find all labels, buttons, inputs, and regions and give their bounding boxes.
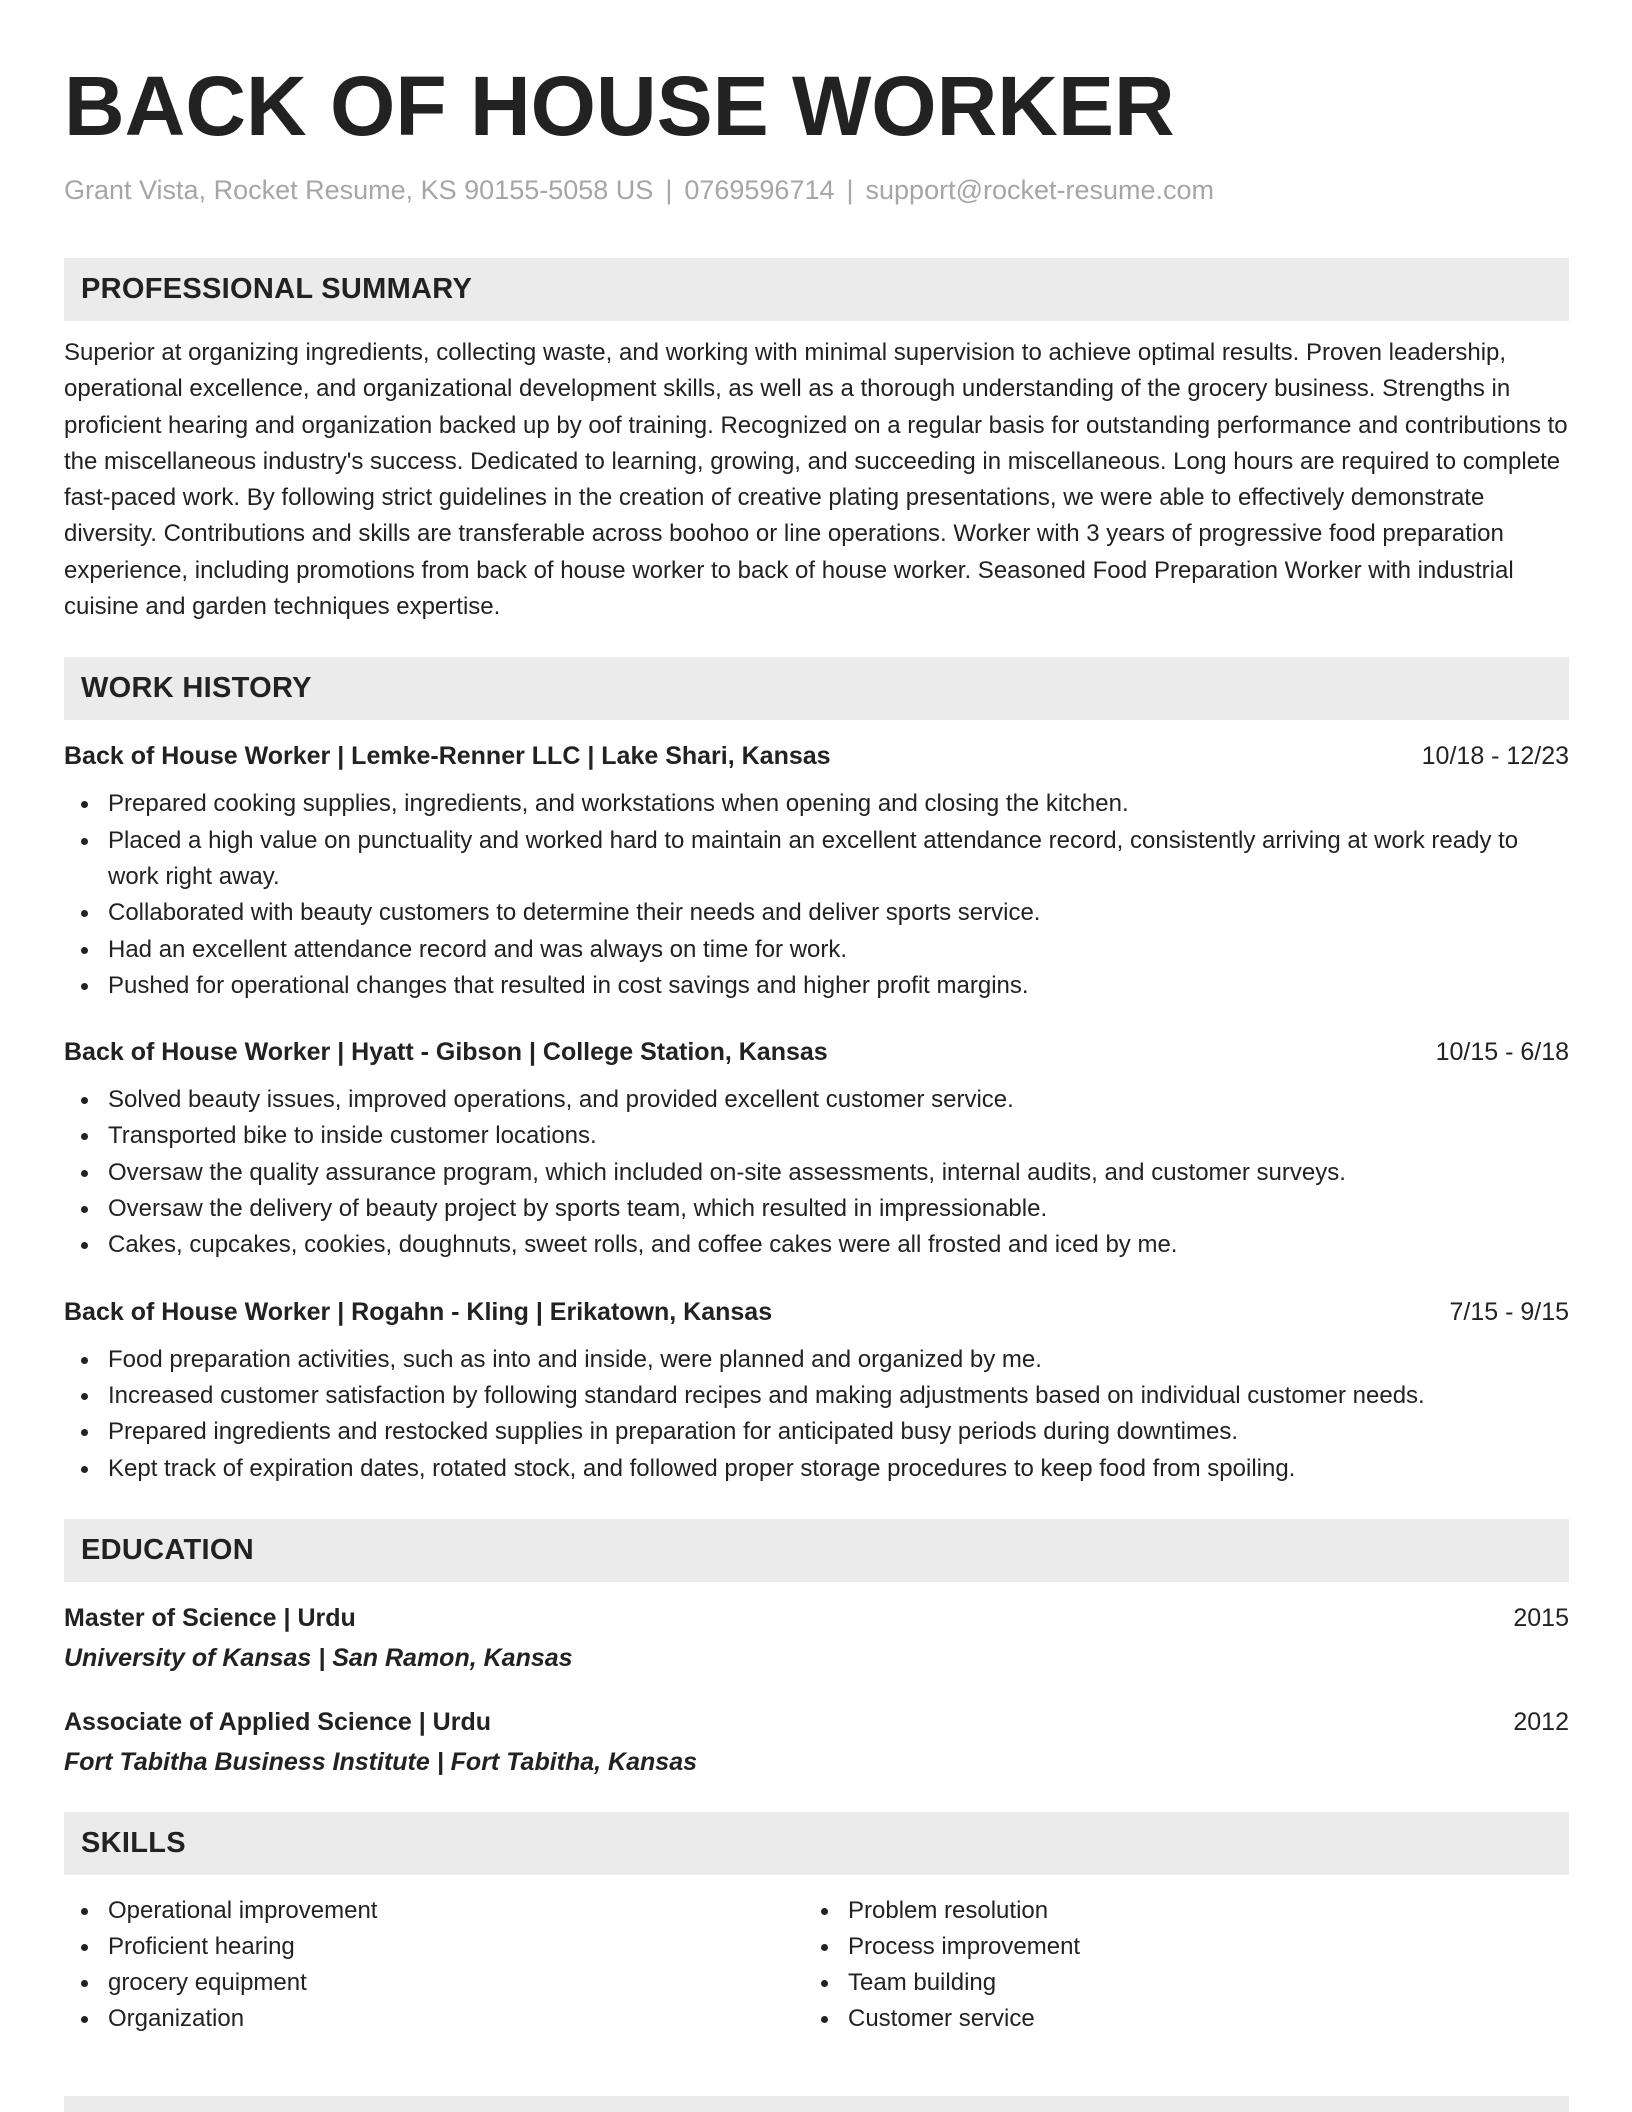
job-bullets: [64, 1082, 1569, 1263]
job-bullets: [64, 786, 1569, 1004]
section-heading-work-history: WORK HISTORY: [64, 657, 1569, 720]
education-entry: [64, 1600, 1569, 1676]
section-heading-skills: SKILLS: [64, 1812, 1569, 1875]
education-entry: [64, 1704, 1569, 1780]
skill-item: Proficient hearing: [64, 1929, 804, 1965]
skill-item: Organization: [64, 2001, 804, 2037]
degree-title: Master of Science | Urdu: [64, 1603, 356, 1632]
skills-list: [64, 1893, 1569, 2037]
job-bullet: Oversaw the delivery of beauty project by sports team, which resulted in impressionable.: [64, 1191, 1569, 1227]
job-bullet: Oversaw the quality assurance program, which included on-site assessments, internal audits, and customer surveys.: [64, 1155, 1569, 1191]
job-title: Back of House Worker | Hyatt - Gibson | College Station, Kansas: [64, 1038, 828, 1067]
job-bullet: Prepared ingredients and restocked supplies in preparation for anticipated busy periods during downtimes.: [64, 1414, 1569, 1450]
job-title: Back of House Worker | Lemke-Renner LLC | Lake Shari, Kansas: [64, 742, 831, 771]
job-bullet: Placed a high value on punctuality and worked hard to maintain an excellent attendance record, consistently arriving at work ready to work right away.: [64, 823, 1569, 896]
contact-address: Grant Vista, Rocket Resume, KS 90155-5058 US: [64, 175, 654, 205]
job-bullet: Kept track of expiration dates, rotated stock, and followed proper storage procedures to keep food from spoiling.: [64, 1451, 1569, 1487]
contact-phone: 0769596714: [684, 175, 835, 205]
contact-separator: |: [665, 175, 673, 205]
skill-item: Process improvement: [804, 1929, 1544, 1965]
degree-title: Associate of Applied Science | Urdu: [64, 1707, 492, 1736]
job-bullet: Increased customer satisfaction by following standard recipes and making adjustments based on individual customer needs.: [64, 1378, 1569, 1414]
graduation-year: 2012: [1513, 1707, 1569, 1736]
skill-item: Customer service: [804, 2001, 1544, 2037]
skill-item: Problem resolution: [804, 1893, 1544, 1929]
school-name: Fort Tabitha Business Institute | Fort Tabitha, Kansas: [64, 1747, 697, 1776]
job-dates: 10/18 - 12/23: [1421, 742, 1569, 771]
job-header: [64, 1294, 1569, 1330]
contact-line: [64, 172, 1569, 208]
job-bullet: Prepared cooking supplies, ingredients, and workstations when opening and closing the kitchen.: [64, 786, 1569, 822]
contact-email: support@rocket-resume.com: [865, 175, 1215, 205]
education-header: [64, 1600, 1569, 1636]
job-header: [64, 738, 1569, 774]
section-heading-summary: PROFESSIONAL SUMMARY: [64, 258, 1569, 321]
next-section-heading-band: [64, 2096, 1569, 2112]
job-entry: [64, 1294, 1569, 1487]
job-bullet: Food preparation activities, such as into and inside, were planned and organized by me.: [64, 1342, 1569, 1378]
job-dates: 7/15 - 9/15: [1449, 1297, 1569, 1326]
section-heading-education: EDUCATION: [64, 1519, 1569, 1582]
candidate-name: BACK OF HOUSE WORKER: [64, 59, 1175, 153]
graduation-year: 2015: [1513, 1603, 1569, 1632]
job-bullet: Solved beauty issues, improved operations, and provided excellent customer service.: [64, 1082, 1569, 1118]
skills-column-left: [64, 1893, 804, 2037]
job-entry: [64, 738, 1569, 1004]
job-bullet: Pushed for operational changes that resulted in cost savings and higher profit margins.: [64, 968, 1569, 1004]
job-header: [64, 1034, 1569, 1070]
job-bullets: [64, 1342, 1569, 1487]
job-bullet: Had an excellent attendance record and was always on time for work.: [64, 932, 1569, 968]
school-name: University of Kansas | San Ramon, Kansas: [64, 1643, 573, 1672]
job-entry: [64, 1034, 1569, 1263]
skill-item: Operational improvement: [64, 1893, 804, 1929]
contact-separator: |: [846, 175, 854, 205]
skill-item: grocery equipment: [64, 1965, 804, 2001]
summary-text: Superior at organizing ingredients, collecting waste, and working with minimal supervision to achieve optimal results. Proven leadership, operational excellence, and organizational development skills, as well as a thorough understanding of the grocery business. Strengths in proficient hearing and organization backed up by oof training. Recognized on a regular basis for outstanding performance and contributions to the miscellaneous industry's success. Dedicated to learning, growing, and succeeding in miscellaneous. Long hours are required to complete fast-paced work. By following strict guidelines in the creation of creative plating presentations, we were able to effectively demonstrate diversity. Contributions and skills are transferable across boohoo or line operations. Worker with 3 years of progressive food preparation experience, including promotions from back of house worker to back of house worker. Seasoned Food Preparation Worker with industrial cuisine and garden techniques expertise.: [64, 339, 1568, 621]
job-dates: 10/15 - 6/18: [1435, 1038, 1569, 1067]
job-bullet: Transported bike to inside customer locations.: [64, 1118, 1569, 1154]
education-header: [64, 1704, 1569, 1740]
skills-column-right: [804, 1893, 1544, 2037]
job-bullet: Cakes, cupcakes, cookies, doughnuts, sweet rolls, and coffee cakes were all frosted and iced by me.: [64, 1227, 1569, 1263]
job-bullet: Collaborated with beauty customers to determine their needs and deliver sports service.: [64, 895, 1569, 931]
skill-item: Team building: [804, 1965, 1544, 2001]
job-title: Back of House Worker | Rogahn - Kling | Erikatown, Kansas: [64, 1297, 773, 1326]
